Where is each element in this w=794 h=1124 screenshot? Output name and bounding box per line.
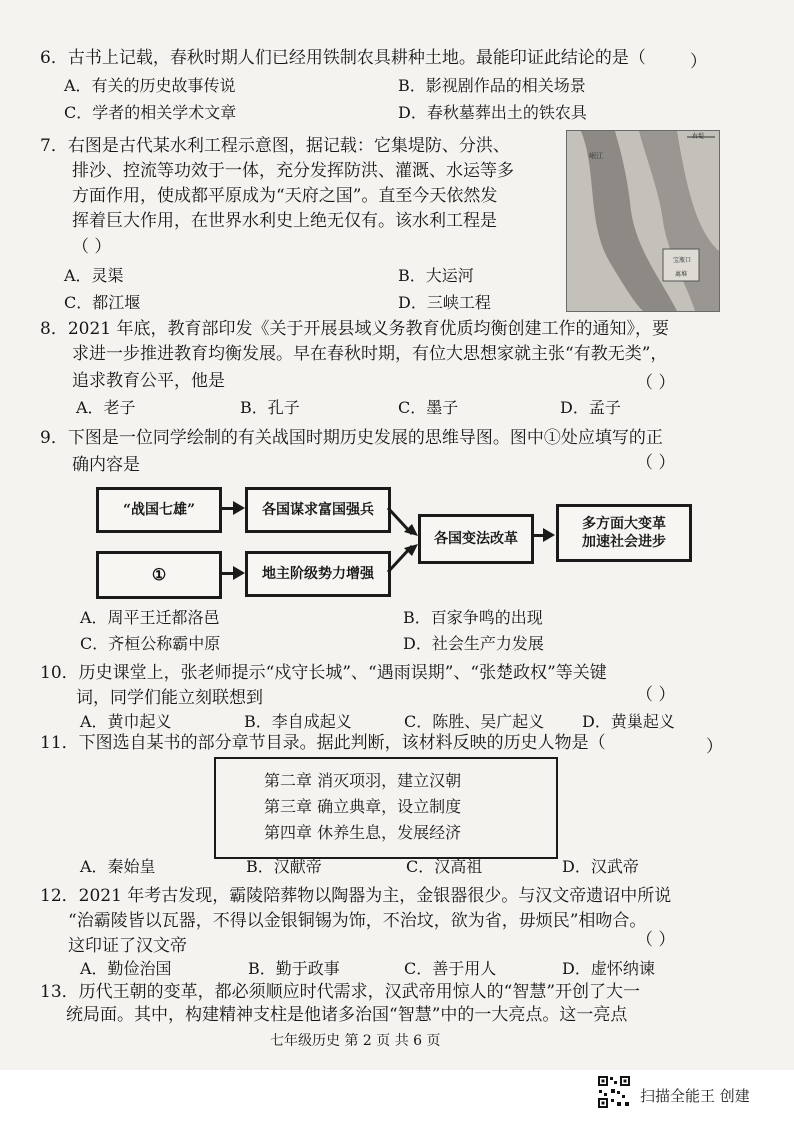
scanner-brand-text: 扫描全能王 创建 <box>640 1087 750 1105</box>
q10-option-a: A．黄巾起义 <box>80 712 172 731</box>
q11-option-a: A．秦始皇 <box>80 857 156 876</box>
question-7-paren: （ ） <box>72 237 112 257</box>
mindmap-box-reform: 各国变法改革 <box>418 514 534 564</box>
question-13-line-2: 统局面。其中，构建精神支柱是他诸多治国“智慧”中的一大亮点。这一亮点 <box>66 1005 628 1025</box>
q7-option-c: C．都江堰 <box>64 293 141 312</box>
toc-chapter-2: 第二章 消灭项羽，建立汉朝 <box>264 771 462 790</box>
question-7-line-4: 挥着巨大作用，在世界水利史上绝无仅有。该水利工程是 <box>72 211 497 231</box>
q6-option-b: B．影视剧作品的相关场景 <box>398 76 586 95</box>
arrow-3-line <box>531 534 543 537</box>
question-12-line-1: 12．2021 年考古发现，霸陵陪葬物以陶器为主，金银器很少。与汉文帝遗诏中所说 <box>40 886 672 906</box>
q8-option-b: B．孔子 <box>240 398 300 417</box>
arrow-1-line <box>219 507 233 510</box>
q6-option-c: C．学者的相关学术文章 <box>64 103 237 122</box>
q10-option-d: D．黄巢起义 <box>582 712 675 731</box>
mindmap-box-change <box>556 504 692 562</box>
q11-option-c: C．汉高祖 <box>406 857 483 876</box>
arrow-3-head <box>543 528 555 542</box>
toc-chapter-4: 第四章 休养生息，发展经济 <box>264 823 462 842</box>
q6-option-d: D．春秋墓葬出土的铁农具 <box>398 103 587 122</box>
question-8-line-2: 求进一步推进教育均衡发展。早在春秋时期，有位大思想家就主张“有教无类”， <box>72 344 668 364</box>
q8-option-d: D．孟子 <box>560 398 621 417</box>
map-label-right-bank: 右堤 <box>692 133 705 140</box>
mindmap-box-landlord: 地主阶级势力增强 <box>245 551 391 597</box>
question-11-paren: ） <box>706 737 723 757</box>
q10-option-c: C．陈胜、吴广起义 <box>404 712 545 731</box>
question-9-paren: （ ） <box>636 453 676 473</box>
question-12-paren: （ ） <box>636 930 676 950</box>
question-8-line-3: 追求教育公平，他是 <box>72 371 225 391</box>
q8-option-a: A．老子 <box>76 398 136 417</box>
q10-option-b: B．李自成起义 <box>244 712 352 731</box>
q7-option-a: A．灵渠 <box>64 266 124 285</box>
question-12-line-3: 这印证了汉文帝 <box>68 936 187 956</box>
question-10-line-2: 词，同学们能立刻联想到 <box>76 688 263 708</box>
q11-option-d: D．汉武帝 <box>562 857 639 876</box>
question-9-line-2: 确内容是 <box>72 455 140 475</box>
q9-option-a: A．周平王迁都洛邑 <box>80 608 220 627</box>
mindmap-box-strengthen: 各国谋求富国强兵 <box>245 487 391 533</box>
q7-option-b: B．大运河 <box>398 266 474 285</box>
toc-chapter-3: 第三章 确立典章，设立制度 <box>264 797 462 816</box>
mindmap-box-blank-1: ① <box>96 551 222 599</box>
question-10-line-1: 10．历史课堂上，张老师提示“戍守长城”、“遇雨误期”、“张楚政权”等关键 <box>40 663 607 683</box>
mindmap-box-seven-states: “战国七雄” <box>96 487 222 533</box>
converge-arrows <box>386 500 420 580</box>
q12-option-b: B．勤于政事 <box>248 959 340 978</box>
water-project-map <box>566 130 720 312</box>
question-8-line-1: 8．2021 年底，教育部印发《关于开展县域义务教育优质均衡创建工作的通知》，要 <box>40 319 669 339</box>
q12-option-c: C．善于用人 <box>404 959 497 978</box>
map-label-lidui: 离堆 <box>675 271 688 278</box>
page-footer: 七年级历史 第 2 页 共 6 页 <box>270 1033 441 1049</box>
question-9-line-1: 9．下图是一位同学绘制的有关战国时期历史发展的思维导图。图中①处应填写的正 <box>40 428 663 448</box>
mindmap-box-change-line-2: 加速社会进步 <box>582 534 666 550</box>
q7-option-d: D．三峡工程 <box>398 293 491 312</box>
map-label-baopingkou: 宝瓶口 <box>673 257 692 264</box>
question-6-paren: ） <box>690 52 707 72</box>
question-8-paren: （ ） <box>636 373 676 393</box>
q11-option-b: B．汉献帝 <box>246 857 322 876</box>
arrow-1-head <box>233 501 245 515</box>
question-7-line-1: 7．右图是古代某水利工程示意图，据记载：它集堤防、分洪、 <box>40 136 510 156</box>
q8-option-c: C．墨子 <box>398 398 459 417</box>
question-6-stem: 6．古书上记载，春秋时期人们已经用铁制农具耕种土地。最能印证此结论的是（ <box>40 48 646 68</box>
q6-option-a: A．有关的历史故事传说 <box>64 76 236 95</box>
question-13-line-1: 13．历代王朝的变革，都必须顺应时代需求，汉武帝用惊人的“智慧”开创了大一 <box>40 982 641 1002</box>
q9-option-c: C．齐桓公称霸中原 <box>80 634 221 653</box>
question-7-line-3: 方面作用，使成都平原成为“天府之国”。直至今天依然发 <box>72 186 498 206</box>
q9-option-d: D．社会生产力发展 <box>403 634 544 653</box>
question-7-line-2: 排沙、控流等功效于一体，充分发挥防洪、灌溉、水运等多 <box>72 161 514 181</box>
map-label-minjiang: 岷江 <box>589 152 603 160</box>
arrow-2-line <box>219 572 233 575</box>
question-11-stem: 11．下图选自某书的部分章节目录。据此判断，该材料反映的历史人物是（ <box>40 733 606 753</box>
qr-code-icon <box>597 1075 631 1109</box>
question-12-line-2: “治霸陵皆以瓦器，不得以金银铜锡为饰，不治坟，欲为省，毋烦民”相吻合。 <box>68 911 647 931</box>
question-10-paren: （ ） <box>636 685 676 705</box>
q9-option-b: B．百家争鸣的出现 <box>403 608 543 627</box>
arrow-2-head <box>233 566 245 580</box>
table-of-contents-box <box>214 757 558 859</box>
mindmap-box-change-line-1: 多方面大变革 <box>582 516 666 532</box>
q12-option-a: A．勤俭治国 <box>80 959 172 978</box>
q12-option-d: D．虚怀纳谏 <box>562 959 655 978</box>
